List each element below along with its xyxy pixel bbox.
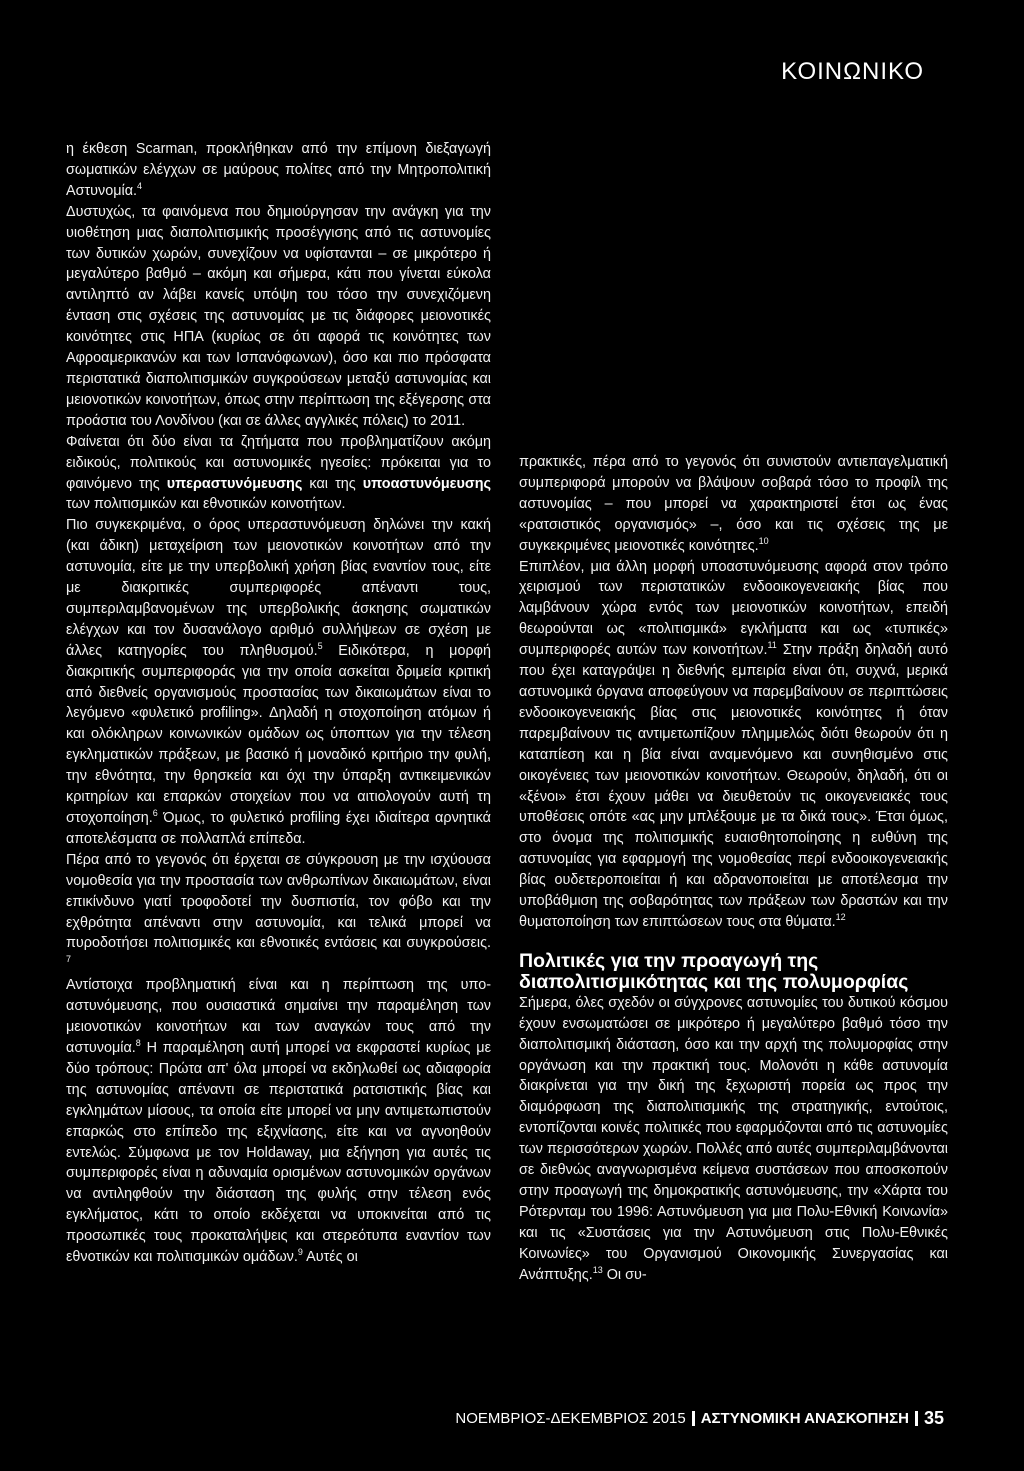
paragraph: Πιο συγκεκριμένα, ο όρος υπεραστυνόμευση δηλώνει την κακή (και άδικη) μεταχείριση των μειονοτικών κοινοτήτων από την αστυνομία, είτε με την υπερβολική χρήση βίας εναντίον τους, είτε με διακριτικές συμπεριφορές απέναντι τους, συμπεριλαμβανομένων της υπερβολικής άσκησης σωματικών ελέγχων και τον δυσανάλογο αριθμό συλλήψεων σε σχέση με άλλες κατηγορίες του πληθυσμού.$^5$ Ειδικότερα, η μορφή διακριτικής συμπεριφοράς για την οποία ασκείται δριμεία κριτική από διεθνείς οργανισμούς προστασίας των δικαιωμάτων είναι το λεγόμενο «φυλετικό profiling». Δηλαδή η στοχοποίηση ατόμων ή και ολόκληρων κοινωνικών ομάδων ως ύποπτων για την τέλεση εγκληματικών πράξεων, με βασικό ή μοναδικό κριτήριο την φυλή, την εθνότητα, την θρησκεία και όχι την ύπαρξη αντικειμενικών κριτηρίων και επαρκών στοιχείων που να αιτιολογούν αυτή τη στοχοποίηση.$^6$ Όμως, το φυλετικό profiling έχει ιδιαίτερα αρνητικά αποτελέσματα σε πολλαπλά επίπεδα. [66,517,491,847]
section-label: ΚΟΙΝΩΝΙΚΟ [781,58,924,85]
footnote-ref: 7 [66,954,72,965]
paragraph: Σήμερα, όλες σχεδόν οι σύγχρονες αστυνομίες του δυτικού κόσμου έχουν ενσωματώσει σε μικρότερο ή μεγαλύτερο βαθμό τόσο την διαπολιτισμική διάσταση, όσο και την αρχή της πολυμορφίας στην οργάνωση και την πρακτική τους. Μολονότι η κάθε αστυνομία διακρίνεται για την δική της ξεχωριστή πορεία ως προς την διαμόρφωση της διαπολιτισμικής της στρατηγικής, εντούτοις, εντοπίζονται κοινές πολιτικές που εφαρμόζονται από τις αστυνομίες των περισσότερων χωρών. Πολλές από αυτές συμπεριλαμβάνονται σε διεθνώς αναγνωρισμένα κείμενα συστάσεων που αποσκοπούν στην προαγωγή της δημοκρατικής αστυνόμευσης, την «Χάρτα του Ρότερνταμ του 1996: Αστυνόμευση για μια Πολυ-Εθνική Κοινωνία» και τις «Συστάσεις για την Αστυνόμευση στις Πολυ-Εθνικές Κοινωνίες» του Οργανισμού Οικονομικής Συνεργασίας και Ανάπτυξης.$^{13}$ Οι συ- [519,994,948,1283]
footnote-ref: 11 [767,640,777,651]
footer-separator [692,1411,695,1426]
issue-date: ΝΟΕΜΒΡΙΟΣ-ΔΕΚΕΜΒΡΙΟΣ 2015 [455,1410,686,1427]
footnote-ref: 6 [152,808,158,819]
page-number: 35 [923,1408,944,1428]
paragraph: Επιπλέον, μια άλλη μορφή υποαστυνόμευσης αφορά στον τρόπο χειρισμού των περιστατικών ενδοοικογενειακής βίας που λαμβάνουν χώρα εντός των μειονοτικών κοινοτήτων, επειδή θεωρούνται ως «πολιτισμικά» εγκλήματα και ως «τυπικές» συμπεριφορές αυτών των κοινοτήτων.$^{11}$ Στην πράξη δηλαδή αυτό που έχει καταγράψει η διεθνής εμπειρία είναι ότι, συχνά, μερικά αστυνομικά όργανα αποφεύγουν να παρεμβαίνουν σε περιπτώσεις ενδοοικογενειακής βίας στις μειονοτικές κοινότητες ή όταν παρεμβαίνουν τις αντιμετωπίζουν πλημμελώς διότι θεωρούν ότι η καταπίεση και η βία είναι αναμενόμενο και συνηθισμένο στις οικογένειες των μειονοτικών κοινοτήτων. Θεωρούν, δηλαδή, ότι οι «ξένοι» έτσι έχουν μάθει να διευθετούν τις οικογενειακές τους υποθέσεις οπότε «ας μην μπλέξουμε με τα δικά τους». Έτσι όμως, στο όνομα της πολιτισμικής ευαισθητοποίησης η ευθύνη της αστυνομίας για εφαρμογή της νομοθεσίας περί ενδοοικογενειακής βίας ουδετεροποιείται ή και αδρανοποιείται με αποτέλεσμα την υποβάθμιση της σοβαρότητας των πράξεων των δραστών και την θυματοποίηση των επιπτώσεων τους στα θύματα.$^{12}$ [519,558,948,930]
paragraph: η έκθεση Scarman, προκλήθηκαν από την επίμονη διεξαγωγή σωματικών ελέγχων σε μαύρους πολίτες από την Μητροπολιτική Αστυνομία.$^4$ [66,141,491,199]
footnote-ref: 10 [758,535,769,546]
right-column [519,452,948,1286]
magazine-title: ΑΣΤΥΝΟΜΙΚΗ ΑΝΑΣΚΟΠΗΣΗ [700,1410,909,1427]
term-overpolicing: υπεραστυνόμευσης [166,475,303,492]
paragraph: Δυστυχώς, τα φαινόμενα που δημιούργησαν την ανάγκη για την υιοθέτηση μιας διαπολιτισμικής προσέγγισης από τις αστυνομίες των δυτικών χωρών, συνεχίζουν να υφίστανται – σε μικρότερο ή μεγαλύτερο βαθμό – ακόμη και σήμερα, κάτι που γίνεται εύκολα αντιληπτό αν λάβει κανείς υπόψη του τόσο την συνεχιζόμενη ένταση στις σχέσεις της αστυνομίας με τις διάφορες μειονοτικές κοινότητες στις ΗΠΑ (κυρίως σε ότι αφορά τις κοινότητες των Αφροαμερικανών και των Ισπανόφωνων), όσο και πιο πρόσφατα περιστατικά διαπολιτισμικών συγκρούσεων μεταξύ αστυνομίας και μειονοτικών κοινοτήτων, όπως στην περίπτωση της εξέγερσης στα προάστια του Λονδίνου (και σε άλλες αγγλικές πόλεις) το 2011. [66,203,491,429]
page-footer [455,1408,944,1429]
footnote-ref: 13 [592,1264,603,1275]
footnote-ref: 8 [135,1038,141,1049]
section-heading: Πολιτικές για την προαγωγή της διαπολιτισμικότητας και της πολυμορφίας [519,949,909,993]
left-column [66,139,491,1268]
paragraph: πρακτικές, πέρα από το γεγονός ότι συνιστούν αντιεπαγελματική συμπεριφορά μπορούν να βλάψουν σοβαρά τόσο το προφίλ της αστυνομίας – που μπορεί να χαρακτηριστεί έτσι ως ένας «ρατσιστικός οργανισμός» –, όσο και τις σχέσεις της με συγκεκριμένες μειονοτικές κοινότητες.$^{10}$ [519,454,948,554]
footnote-ref: 12 [835,912,846,923]
paragraph: Πέρα από το γεγονός ότι έρχεται σε σύγκρουση με την ισχύουσα νομοθεσία για την προστασία των ανθρωπίνων δικαιωμάτων, είναι επικίνδυνο γιατί τροφοδοτεί την δυσπιστία, τον φόβο και την εχθρότητα απέναντι στην αστυνομία, και τελικά μπορεί να πυροδοτήσει πολιτισμικές και εθνοτικές εντάσεις και συγκρούσεις. $^7$ [66,851,491,965]
footer-separator [915,1411,918,1426]
footnote-ref: 5 [317,640,323,651]
paragraph: Φαίνεται ότι δύο είναι τα ζητήματα που προβληματίζουν ακόμη ειδικούς, πολιτικούς και αστυνομικές ηγεσίες: πρόκειται για το φαινόμενο της υπεραστυνόμευσης και της υποαστυνόμευσης των πολιτισμικών και εθνοτικών κοινοτήτων. [66,433,491,513]
paragraph: Αντίστοιχα προβληματική είναι και η περίπτωση της υπο-αστυνόμευσης, που ουσιαστικά σημαίνει την παραμέληση των μειονοτικών κοινοτήτων και των αναγκών τους από την αστυνομία.$^8$ Η παραμέληση αυτή μπορεί να εκφραστεί κυρίως με δύο τρόπους: Πρώτα απ' όλα μπορεί να εκδηλωθεί ως αδιαφορία της αστυνομίας απέναντι σε περιστατικά ρατσιστικής βίας και εγκλημάτων μίσους, τα οποία είτε μπορεί να μην αντιμετωπιστούν επαρκώς στο επίπεδο της εξιχνίασης, είτε και να αγνοηθούν εντελώς. Σύμφωνα με τον Holdaway, μια εξήγηση για αυτές τις συμπεριφορές είναι η αδυναμία ορισμένων αστυνομικών οργάνων να αντιληφθούν την διάσταση της φυλής στην τέλεση ενός εγκλήματος, κάτι το οποίο εκδέχεται να υποκινείται από τις προσωπικές τους προκαταλήψεις και στερεότυπα εναντίον των εθνοτικών και πολιτισμικών ομάδων.$^9$ Αυτές οι [66,977,491,1266]
footnote-ref: 9 [297,1247,303,1258]
term-underpolicing: υποαστυνόμευσης [362,475,491,492]
footnote-ref: 4 [137,181,143,192]
